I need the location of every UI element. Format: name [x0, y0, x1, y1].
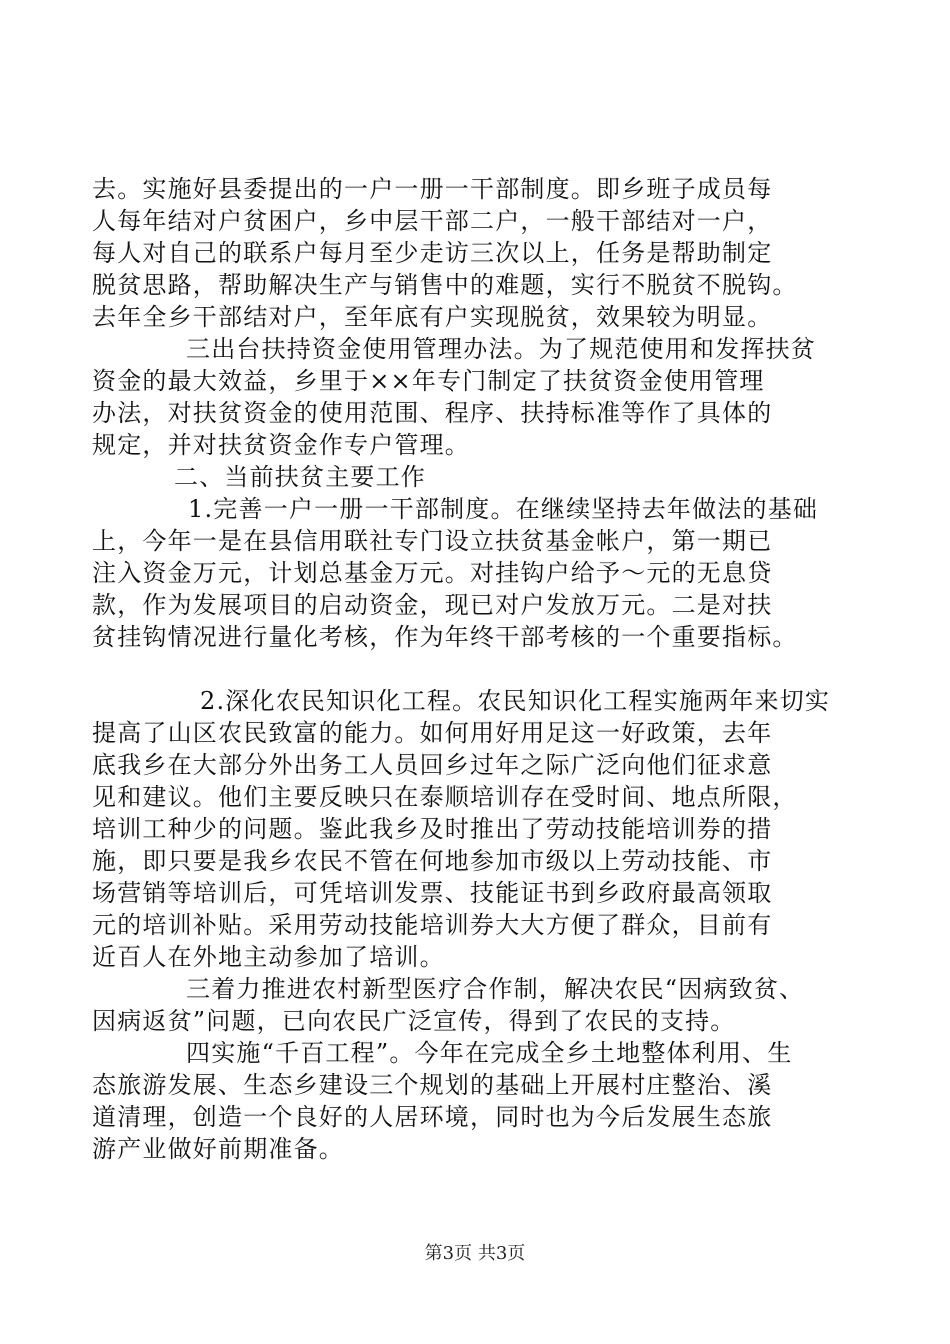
text-line: 态旅游发展、生态乡建设三个规划的基础上开展村庄整治、溪 — [92, 1071, 773, 1099]
text-line: 元的培训补贴。采用劳动技能培训券大大方便了群众，目前有 — [92, 911, 773, 939]
paragraph-start: 三着力推进农村新型医疗合作制，解决农民“因病致贫、 — [186, 975, 805, 1003]
text-line: 人每年结对户贫困户，乡中层干部二户，一般干部结对一户， — [92, 207, 773, 235]
text-line: 款，作为发展项目的启动资金，现已对户发放万元。二是对扶 — [92, 591, 773, 619]
text-line: 因病返贫”问题，已向农民广泛宣传，得到了农民的支持。 — [92, 1007, 736, 1035]
text-line: 游产业做好前期准备。 — [92, 1135, 344, 1163]
text-line: 资金的最大效益，乡里于××年专门制定了扶贫资金使用管理 — [92, 367, 765, 395]
text-line: 见和建议。他们主要反映只在泰顺培训存在受时间、地点所限， — [92, 783, 798, 811]
text-line: 道清理，创造一个良好的人居环境，同时也为今后发展生态旅 — [92, 1103, 773, 1131]
text-line: 每人对自己的联系户每月至少走访三次以上，任务是帮助制定 — [92, 239, 773, 267]
text-line: 注入资金万元，计划总基金万元。对挂钩户给予～元的无息贷 — [92, 559, 773, 587]
text-line: 办法，对扶贫资金的使用范围、程序、扶持标准等作了具体的 — [92, 399, 773, 427]
paragraph-start: 2.深化农民知识化工程。农民知识化工程实施两年来切实 — [200, 687, 831, 715]
text-line: 贫挂钩情况进行量化考核，作为年终干部考核的一个重要指标。 — [92, 623, 798, 651]
text-line: 规定，并对扶贫资金作专户管理。 — [92, 431, 470, 459]
text-line: 场营销等培训后，可凭培训发票、技能证书到乡政府最高领取 — [92, 879, 773, 907]
text-line: 脱贫思路，帮助解决生产与销售中的难题，实行不脱贫不脱钩。 — [92, 271, 798, 299]
text-line: 近百人在外地主动参加了培训。 — [92, 943, 445, 971]
paragraph-start: 四实施“千百工程”。今年在完成全乡土地整体利用、生 — [186, 1039, 793, 1067]
text-line: 培训工种少的问题。鉴此我乡及时推出了劳动技能培训券的措 — [92, 815, 773, 843]
paragraph-gap — [92, 653, 862, 685]
text-line: 提高了山区农民致富的能力。如何用好用足这一好政策，去年 — [92, 719, 773, 747]
paragraph-start: 三出台扶持资金使用管理办法。为了规范使用和发挥扶贫 — [186, 335, 816, 363]
text-line: 去。实施好县委提出的一户一册一干部制度。即乡班子成员每 — [92, 175, 773, 203]
section-heading: 二、当前扶贫主要工作 — [174, 463, 426, 491]
text-line: 去年全乡干部结对户，至年底有户实现脱贫，效果较为明显。 — [92, 303, 773, 331]
page-number-footer: 第3页 共3页 — [424, 1243, 526, 1264]
text-line: 底我乡在大部分外出务工人员回乡过年之际广泛向他们征求意 — [92, 751, 773, 779]
text-line: 上，今年一是在县信用联社专门设立扶贫基金帐户，第一期已 — [92, 527, 773, 555]
paragraph-start: 1.完善一户一册一干部制度。在继续坚持去年做法的基础 — [188, 495, 819, 523]
document-body — [92, 173, 862, 1165]
text-line: 施，即只要是我乡农民不管在何地参加市级以上劳动技能、市 — [92, 847, 773, 875]
